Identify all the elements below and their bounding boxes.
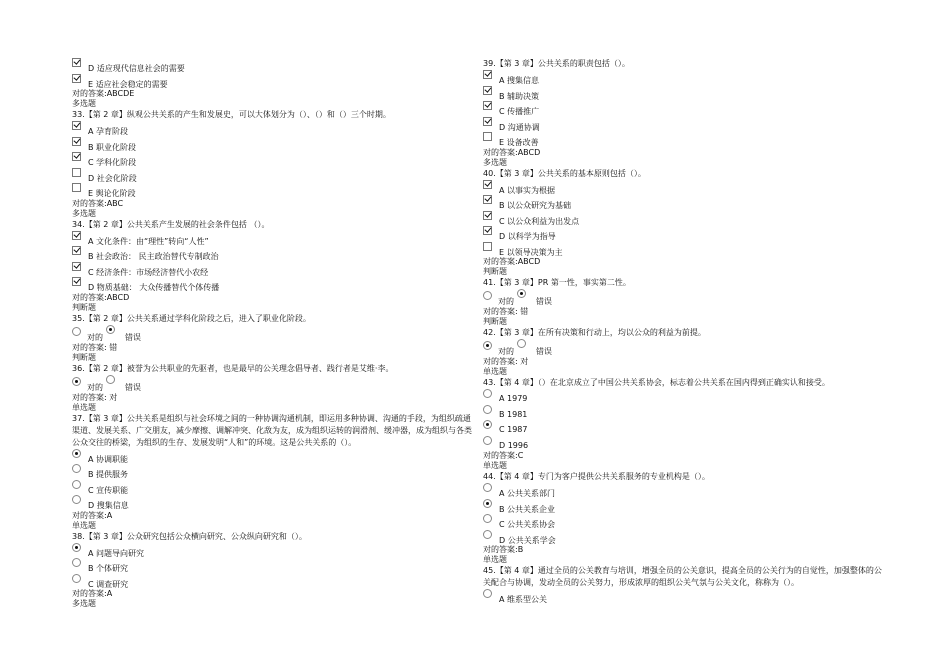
radio-false[interactable] (106, 375, 115, 384)
checkbox[interactable] (483, 86, 492, 95)
radio-button[interactable] (483, 499, 492, 508)
radio-button[interactable] (72, 543, 81, 552)
question-type-label: 单选题 (483, 367, 507, 376)
option-label: D 以科学为指导 (499, 232, 556, 241)
option-item[interactable] (72, 262, 477, 278)
correct-answer: 对的答案:ABCD (72, 292, 130, 302)
question-text: 44.【第 4 章】专门为客户提供公共关系服务的专业机构是（）。 (483, 472, 710, 481)
correct-answer: 对的答案:ABCDE (72, 89, 135, 98)
option-item[interactable] (72, 464, 477, 480)
option-label: A 以事实为根据 (499, 185, 556, 195)
option-item[interactable] (72, 168, 477, 184)
checkbox[interactable] (483, 226, 492, 235)
option-label: A 搜集信息 (499, 76, 540, 85)
radio-button[interactable] (483, 405, 492, 414)
option-label: E 适应社会稳定的需要 (88, 79, 168, 89)
option-label: C 1987 (499, 425, 528, 434)
question-text: 37.【第 3 章】公共关系是组织与社会环境之间的一种协调沟通机制，即运用多种协调、沟通的手段，为组织疏通渠道、发展关系、广交朋友，减少摩擦、调解冲突、化敌为友，成为组织运转的润滑剂、缓冲器，成为组织与各类公众交往的桥梁，为组织的生存、发展发明“人和”的环境。这是公共关系的（）。 (72, 413, 472, 447)
true-label: 对的 (87, 332, 103, 342)
option-label: A 公共关系部门 (499, 489, 556, 498)
correct-answer: 对的答案: 错 (483, 307, 529, 316)
radio-button[interactable] (483, 514, 492, 523)
question-text: 42.【第 3 章】在所有决策和行动上，均以公众的利益为前提。 (483, 328, 706, 337)
option-label: D 物质基础： 大众传播替代个体传播 (88, 283, 220, 292)
option-item[interactable] (483, 211, 888, 227)
question-type-label: 单选题 (72, 402, 96, 412)
option-label: A 协调职能 (88, 454, 129, 464)
correct-answer: 对的答案: 对 (483, 357, 529, 366)
radio-true[interactable] (72, 377, 81, 386)
correct-answer: 对的答案:ABCD (483, 257, 541, 266)
checkbox[interactable] (483, 195, 492, 204)
true-label: 对的 (498, 297, 514, 306)
true-label: 对的 (498, 347, 514, 356)
option-item[interactable] (483, 242, 888, 258)
radio-false[interactable] (106, 325, 115, 334)
option-label: B 公共关系企业 (499, 504, 556, 514)
option-label: C 宣传职能 (88, 485, 129, 495)
question-text: 40.【第 3 章】公共关系的基本原则包括（）。 (483, 168, 646, 178)
radio-true[interactable] (483, 341, 492, 350)
option-item[interactable] (483, 589, 888, 605)
option-item[interactable] (72, 543, 477, 559)
radio-button[interactable] (72, 495, 81, 504)
question-text: 33.【第 2 章】纵观公共关系的产生和发展史，可以大体划分为（）、（）和（）三个时期。 (72, 110, 391, 119)
radio-button[interactable] (72, 558, 81, 567)
option-item[interactable] (483, 180, 888, 196)
option-item[interactable] (483, 483, 888, 499)
radio-button[interactable] (483, 436, 492, 445)
checkbox[interactable] (483, 211, 492, 220)
option-label: B 提供服务 (88, 470, 129, 479)
correct-answer: 对的答案:A (72, 589, 113, 598)
option-item[interactable] (483, 514, 888, 530)
option-label: D 适应现代信息社会的需要 (88, 64, 185, 73)
question-text: 35.【第 2 章】公共关系通过学科化阶段之后，进入了职业化阶段。 (72, 313, 311, 323)
false-label: 错误 (125, 382, 141, 392)
correct-answer: 对的答案:B (483, 545, 524, 554)
question-type-label: 多选题 (72, 599, 96, 608)
checkbox[interactable] (72, 246, 81, 255)
radio-button[interactable] (72, 574, 81, 583)
option-item[interactable] (483, 117, 888, 133)
question-type-label: 判断题 (72, 302, 96, 312)
radio-button[interactable] (483, 420, 492, 429)
option-item[interactable] (72, 58, 477, 74)
option-item[interactable] (483, 530, 888, 546)
option-item[interactable] (72, 449, 477, 465)
option-label: B 社会政治： 民主政治替代专制政治 (88, 252, 219, 261)
question-type-label: 多选题 (483, 157, 507, 167)
checkbox[interactable] (72, 231, 81, 240)
option-item[interactable] (483, 226, 888, 242)
checkbox[interactable] (72, 262, 81, 271)
correct-answer: 对的答案: 对 (72, 392, 118, 402)
question-text: 36.【第 2 章】被誉为公共职业的先驱者，也是最早的公关理念倡导者、践行者是艾维·李。 (72, 363, 394, 373)
option-item[interactable] (72, 277, 477, 293)
radio-false[interactable] (517, 289, 526, 298)
checkbox[interactable] (72, 58, 81, 67)
option-item[interactable] (72, 495, 477, 511)
question-type-label: 判断题 (483, 267, 507, 276)
true-false-options (72, 375, 477, 393)
checkbox[interactable] (483, 132, 492, 141)
option-label: D 沟通协调 (499, 122, 540, 132)
option-label: E 以领导决策为主 (499, 247, 563, 257)
question-text: 41.【第 3 章】PR 第一性，事实第二性。 (483, 278, 631, 287)
checkbox[interactable] (72, 277, 81, 286)
radio-button[interactable] (72, 464, 81, 473)
option-label: D 搜集信息 (88, 501, 129, 510)
correct-answer: 对的答案:ABC (72, 198, 124, 208)
option-label: E 设备改善 (499, 138, 539, 147)
option-label: D 公共关系学会 (499, 535, 556, 545)
correct-answer: 对的答案:ABCD (483, 147, 541, 157)
option-item[interactable] (72, 231, 477, 247)
option-item[interactable] (72, 183, 477, 199)
option-item[interactable] (72, 246, 477, 262)
checkbox[interactable] (72, 74, 81, 83)
option-label: C 学科化阶段 (88, 158, 137, 167)
radio-true[interactable] (483, 291, 492, 300)
checkbox[interactable] (72, 183, 81, 192)
question-type-label: 判断题 (483, 317, 507, 326)
true-label: 对的 (87, 382, 103, 392)
option-item[interactable] (483, 195, 888, 211)
option-label: B 1981 (499, 409, 528, 419)
question-type-label: 多选题 (72, 99, 96, 108)
option-label: A 问题导向研究 (88, 548, 145, 558)
checkbox[interactable] (483, 101, 492, 110)
option-label: A 孕育阶段 (88, 127, 129, 136)
option-label: C 传播推广 (499, 107, 540, 116)
option-label: B 职业化阶段 (88, 142, 137, 152)
left-column (72, 58, 477, 609)
checkbox[interactable] (483, 242, 492, 251)
option-item[interactable] (72, 152, 477, 168)
option-item[interactable] (72, 137, 477, 153)
checkbox[interactable] (483, 180, 492, 189)
option-label: A 1979 (499, 394, 528, 403)
option-label: C 公共关系协会 (499, 520, 556, 529)
checkbox[interactable] (72, 137, 81, 146)
question-type-label: 单选题 (483, 555, 507, 564)
option-label: C 以公众利益为出发点 (499, 216, 580, 226)
radio-false[interactable] (517, 339, 526, 348)
radio-button[interactable] (483, 530, 492, 539)
checkbox[interactable] (72, 168, 81, 177)
option-label: B 个体研究 (88, 564, 129, 573)
question-type-label: 判断题 (72, 352, 96, 362)
option-label: D 社会化阶段 (88, 173, 137, 183)
option-label: B 辅助决策 (499, 91, 540, 101)
false-label: 错误 (536, 297, 552, 306)
radio-button[interactable] (72, 449, 81, 458)
option-label: E 舆论化阶段 (88, 189, 136, 198)
option-item[interactable] (72, 558, 477, 574)
radio-button[interactable] (483, 483, 492, 492)
question-text: 39.【第 3 章】公共关系的职责包括（）。 (483, 59, 630, 68)
question-type-label: 多选题 (72, 208, 96, 218)
option-label: A 文化条件：由“理性”转向“人性” (88, 236, 209, 246)
option-item[interactable] (483, 436, 888, 452)
checkbox[interactable] (72, 121, 81, 130)
false-label: 错误 (125, 332, 141, 342)
true-false-options (72, 325, 477, 343)
option-label: B 以公众研究为基础 (499, 201, 572, 210)
question-text: 38.【第 3 章】公众研究包括公众横向研究、公众纵向研究和（）。 (72, 531, 307, 541)
false-label: 错误 (536, 347, 552, 356)
option-item[interactable] (72, 574, 477, 590)
option-item[interactable] (483, 420, 888, 436)
checkbox[interactable] (483, 117, 492, 126)
option-item[interactable] (483, 405, 888, 421)
option-label: C 经济条件：市场经济替代小农经 (88, 267, 209, 277)
radio-true[interactable] (72, 327, 81, 336)
option-item[interactable] (483, 86, 888, 102)
option-item[interactable] (483, 70, 888, 86)
checkbox[interactable] (72, 152, 81, 161)
correct-answer: 对的答案: 错 (72, 342, 118, 352)
radio-button[interactable] (483, 389, 492, 398)
question-text: 45.【第 4 章】通过全员的公关教育与培训，增强全员的公关意识，提高全员的公关行为的自觉性，加强整体的公关配合与协调，发动全员的公关努力，形成浓厚的组织公关气氛与公关文化，称称为（）。 (483, 566, 882, 587)
true-false-options (483, 289, 888, 307)
option-item[interactable] (72, 121, 477, 137)
option-item[interactable] (483, 101, 888, 117)
question-type-label: 单选题 (72, 520, 96, 530)
radio-button[interactable] (72, 480, 81, 489)
radio-button[interactable] (483, 589, 492, 598)
option-label: A 维系型公关 (499, 595, 548, 604)
option-item[interactable] (483, 499, 888, 515)
correct-answer: 对的答案:C (483, 451, 524, 460)
option-item[interactable] (483, 132, 888, 148)
checkbox[interactable] (483, 70, 492, 79)
correct-answer: 对的答案:A (72, 510, 113, 520)
true-false-options (483, 339, 888, 357)
question-text: 43.【第 4 章】（）在北京成立了中国公共关系协会，标志着公共关系在国内得到正确实认和接受。 (483, 378, 830, 387)
question-text: 34.【第 2 章】公共关系产生发展的社会条件包括 （）。 (72, 219, 270, 229)
option-label: D 1996 (499, 440, 529, 450)
option-item[interactable] (483, 389, 888, 405)
option-item[interactable] (72, 74, 477, 90)
option-item[interactable] (72, 480, 477, 496)
question-type-label: 单选题 (483, 461, 507, 470)
option-label: C 调查研究 (88, 579, 129, 589)
right-column (483, 58, 888, 605)
